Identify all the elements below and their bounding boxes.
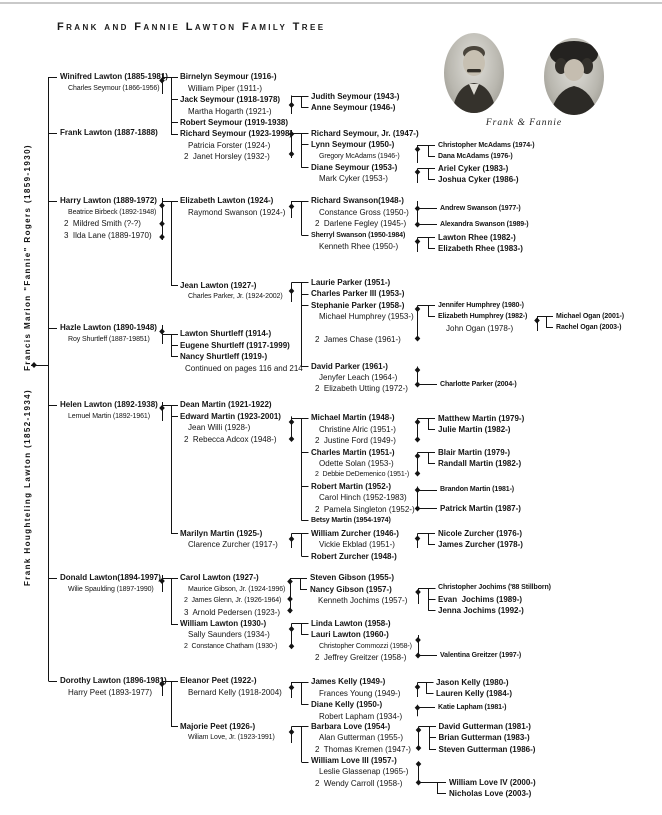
person-entry: Charles Seymour (1866-1956) (68, 84, 160, 92)
person-entry: 3 Ilda Lane (1889-1970) (64, 230, 152, 240)
person-entry: Michael Ogan (2001-) (556, 312, 625, 320)
person-entry: Jack Seymour (1918-1978) (180, 95, 281, 105)
person-entry: Rachel Ogan (2003-) (556, 324, 622, 332)
person-entry: 2 Justine Ford (1949-) (315, 436, 396, 446)
person-entry: Dana McAdams (1976-) (438, 153, 513, 161)
person-entry: William Love III (1957-) (311, 756, 397, 765)
person-entry: 2 Jeffrey Greitzer (1958-) (315, 653, 407, 662)
person-entry: Valentina Greitzer (1997-) (440, 651, 522, 659)
person-entry: Carol Hinch (1952-1983) (319, 493, 407, 503)
person-entry: Robert Seymour (1919-1938) (180, 117, 289, 127)
person-entry: 2 Wendy Carroll (1958-) (315, 778, 403, 788)
person-entry: Harry Lawton (1889-1972) (60, 196, 157, 206)
person-entry: Donald Lawton(1894-1997) (60, 573, 161, 583)
person-entry: Lauren Kelly (1984-) (436, 689, 513, 699)
person-entry: Robert Lapham (1934-) (319, 711, 403, 721)
fannie-portrait-photo (544, 38, 604, 115)
root-couple-label (21, 115, 33, 615)
person-entry: Richard Swanson(1948-) (311, 196, 404, 206)
person-entry: Bernard Kelly (1918-2004) (188, 687, 282, 697)
person-entry: Charles Martin (1951-) (311, 447, 395, 457)
man-portrait-icon (444, 33, 504, 113)
person-entry: Richard Seymour (1923-1998) (180, 129, 293, 139)
person-entry: Christopher McAdams (1974-) (438, 141, 535, 149)
person-entry: 2 Constance Chatham (1930-) (184, 642, 278, 650)
person-entry: Winifred Lawton (1885-1981) (60, 72, 168, 82)
person-entry: 2 Rebecca Adcox (1948-) (184, 434, 277, 444)
person-entry: Eugene Shurtleff (1917-1999) (180, 340, 290, 350)
person-entry: Nicole Zurcher (1976-) (438, 528, 523, 538)
person-entry: Betsy Martin (1954-1974) (311, 516, 391, 524)
person-entry: Wiliam Love, Jr. (1923-1991) (188, 734, 275, 742)
person-entry: Elizabeth Rhee (1983-) (438, 244, 523, 254)
person-entry: William Zurcher (1946-) (311, 528, 399, 538)
person-entry: Robert Zurcher (1948-) (311, 551, 397, 561)
person-entry: Sherryl Swanson (1950-1984) (311, 231, 406, 239)
person-entry: Jenna Jochims (1992-) (438, 606, 524, 616)
person-entry: Lauri Lawton (1960-) (311, 630, 389, 640)
person-entry: Brandon Martin (1981-) (440, 486, 515, 494)
person-entry: William Love IV (2000-) (449, 777, 536, 787)
person-entry: 2 Darlene Fegley (1945-) (315, 219, 407, 229)
person-entry: Evan Jochims (1989-) (438, 594, 523, 604)
person-entry: Majorie Peet (1926-) (180, 721, 256, 731)
person-entry: Michael Martin (1948-) (311, 413, 395, 423)
person-entry: 2 Elizabeth Utting (1972-) (315, 383, 408, 393)
person-entry: Sally Saunders (1934-) (188, 630, 270, 640)
person-entry: Nancy Gibson (1957-) (310, 584, 392, 594)
person-entry: Beatrice Birbeck (1892-1948) (68, 208, 157, 216)
person-entry: Dorothy Lawton (1896-1981) (60, 676, 167, 686)
person-entry: Nancy Shurtleff (1919-) (180, 352, 268, 362)
person-entry: Mark Cyker (1953-) (319, 174, 388, 184)
root-wife-name: Francis Marion "Fannie" Rogers (1859-1930) (22, 144, 32, 371)
person-entry: Richard Seymour, Jr. (1947-) (311, 128, 419, 138)
person-entry: 2 Mildred Smith (?-?) (64, 219, 141, 229)
person-entry: Anne Seymour (1946-) (311, 103, 396, 113)
person-entry: Jason Kelly (1980-) (436, 677, 509, 687)
person-entry: Constance Gross (1950-) (319, 207, 409, 217)
person-entry: Jean Willi (1928-) (188, 423, 251, 433)
person-entry: Ariel Cyker (1983-) (438, 163, 509, 173)
person-entry: Martha Hogarth (1921-) (188, 106, 272, 116)
person-entry: Diane Kelly (1950-) (311, 700, 383, 710)
person-entry: Helen Lawton (1892-1938) (60, 400, 158, 410)
person-entry: Patrick Martin (1987-) (440, 503, 521, 513)
person-entry: Linda Lawton (1958-) (311, 618, 391, 628)
person-entry: Blair Martin (1979-) (438, 447, 511, 457)
person-entry: Barbara Love (1954-) (311, 721, 391, 731)
person-entry: Elizabeth Lawton (1924-) (180, 196, 274, 206)
page-title: Frank and Fannie Lawton Family Tree (57, 21, 326, 33)
person-entry: Charles Parker, Jr. (1924-2002) (188, 293, 283, 301)
person-entry: David Gutterman (1981-) (438, 721, 531, 731)
person-entry: Christopher Jochims ('88 Stillborn) (438, 584, 551, 592)
person-entry: Lawton Shurtleff (1914-) (180, 329, 272, 339)
person-entry: Jean Lawton (1927-) (180, 280, 257, 290)
person-entry: Christine Alric (1951-) (319, 424, 396, 434)
person-entry: Elizabeth Humphrey (1982-) (438, 313, 528, 321)
person-entry: Lawton Rhee (1982-) (438, 232, 516, 242)
continuation-note: Continued on pages 116 and 214 (185, 363, 303, 373)
person-entry: Andrew Swanson (1977-) (440, 204, 521, 212)
person-entry: Nicholas Love (2003-) (449, 789, 532, 799)
person-entry: William Piper (1911-) (188, 83, 263, 93)
person-entry: Michael Humphrey (1953-) (319, 312, 414, 322)
person-entry: Judith Seymour (1943-) (311, 91, 400, 101)
person-entry: Diane Seymour (1953-) (311, 163, 398, 172)
frank-portrait-photo (444, 33, 504, 113)
person-entry: Clarence Zurcher (1917-) (188, 540, 278, 550)
person-entry: Kenneth Jochims (1957-) (318, 596, 408, 606)
person-entry: 2 Janet Horsley (1932-) (184, 152, 270, 162)
root-husband-name: Frank Houghteling Lawton (1852-1934) (22, 388, 32, 586)
person-entry: 2 James Glenn, Jr. (1926-1964) (184, 597, 282, 605)
person-entry: Lynn Seymour (1950-) (311, 140, 395, 150)
person-entry: James Zurcher (1978-) (438, 540, 523, 550)
person-entry: 3 Arnold Pedersen (1923-) (184, 607, 281, 617)
person-entry: Matthew Martin (1979-) (438, 413, 525, 423)
person-entry: Birnelyn Seymour (1916-) (180, 72, 277, 82)
person-entry: Steven Gibson (1955-) (310, 573, 395, 583)
person-entry: Maurice Gibson, Jr. (1924-1996) (188, 585, 286, 593)
person-entry: Julie Martin (1982-) (438, 425, 511, 435)
person-entry: Patricia Forster (1924-) (188, 140, 271, 150)
person-entry: Raymond Swanson (1924-) (188, 207, 286, 217)
person-entry: Carol Lawton (1927-) (180, 573, 259, 583)
person-entry: Hazle Lawton (1890-1948) (60, 323, 157, 333)
person-entry: Frances Young (1949-) (319, 688, 401, 698)
person-entry: William Lawton (1930-) (180, 618, 267, 628)
person-entry: John Ogan (1978-) (446, 323, 514, 333)
person-entry: Jennifer Humphrey (1980-) (438, 301, 524, 309)
person-entry: Marilyn Martin (1925-) (180, 528, 263, 538)
person-entry: Odette Solan (1953-) (319, 458, 394, 468)
person-entry: Charles Parker III (1953-) (311, 289, 405, 299)
person-entry: Dean Martin (1921-1922) (180, 400, 272, 410)
person-entry: Eleanor Peet (1922-) (180, 676, 257, 686)
person-entry: Roy Shurtleff (1887-19851) (68, 335, 150, 343)
person-entry: Harry Peet (1893-1977) (68, 687, 153, 697)
person-entry: Kenneth Rhee (1950-) (319, 241, 399, 251)
person-entry: 2 Debbie DeDemenico (1951-) (315, 471, 410, 479)
person-entry: Laurie Parker (1951-) (311, 277, 391, 287)
person-entry: 2 Pamela Singleton (1952-) (315, 504, 415, 514)
person-entry: Brian Gutterman (1983-) (438, 733, 530, 743)
person-entry: Lemuel Martin (1892-1961) (68, 412, 150, 420)
woman-portrait-icon (544, 38, 604, 115)
person-entry: Gregory McAdams (1946-) (319, 152, 400, 160)
person-entry: 2 James Chase (1961-) (315, 335, 401, 345)
photo-caption: Frank & Fannie (485, 118, 563, 128)
person-entry: Randall Martin (1982-) (438, 459, 522, 469)
person-entry: Frank Lawton (1887-1888) (60, 128, 158, 138)
person-entry: David Parker (1961-) (311, 361, 388, 371)
person-entry: Steven Gutterman (1986-) (438, 744, 536, 754)
person-entry: Katie Lapham (1981-) (438, 704, 507, 711)
person-entry: Joshua Cyker (1986-) (438, 175, 519, 185)
person-entry: Christopher Commozzi (1958-) (319, 642, 412, 650)
person-entry: James Kelly (1949-) (311, 677, 386, 687)
person-entry: Leslie Glassenap (1965-) (319, 767, 409, 777)
person-entry: 2 Thomas Kremen (1947-) (315, 744, 411, 754)
person-entry: Alan Gutterman (1955-) (319, 733, 404, 743)
person-entry: Stephanie Parker (1958-) (311, 300, 405, 310)
person-entry: Robert Martin (1952-) (311, 481, 392, 491)
person-entry: Wilie Spaulding (1897-1990) (68, 585, 154, 593)
person-entry: Vickie Ekblad (1951-) (319, 540, 395, 550)
person-entry: Charlotte Parker (2004-) (440, 380, 517, 388)
person-entry: Jenyfer Leach (1964-) (319, 372, 398, 382)
person-entry: Alexandra Swanson (1989-) (440, 220, 529, 228)
person-entry: Edward Martin (1923-2001) (180, 411, 281, 421)
